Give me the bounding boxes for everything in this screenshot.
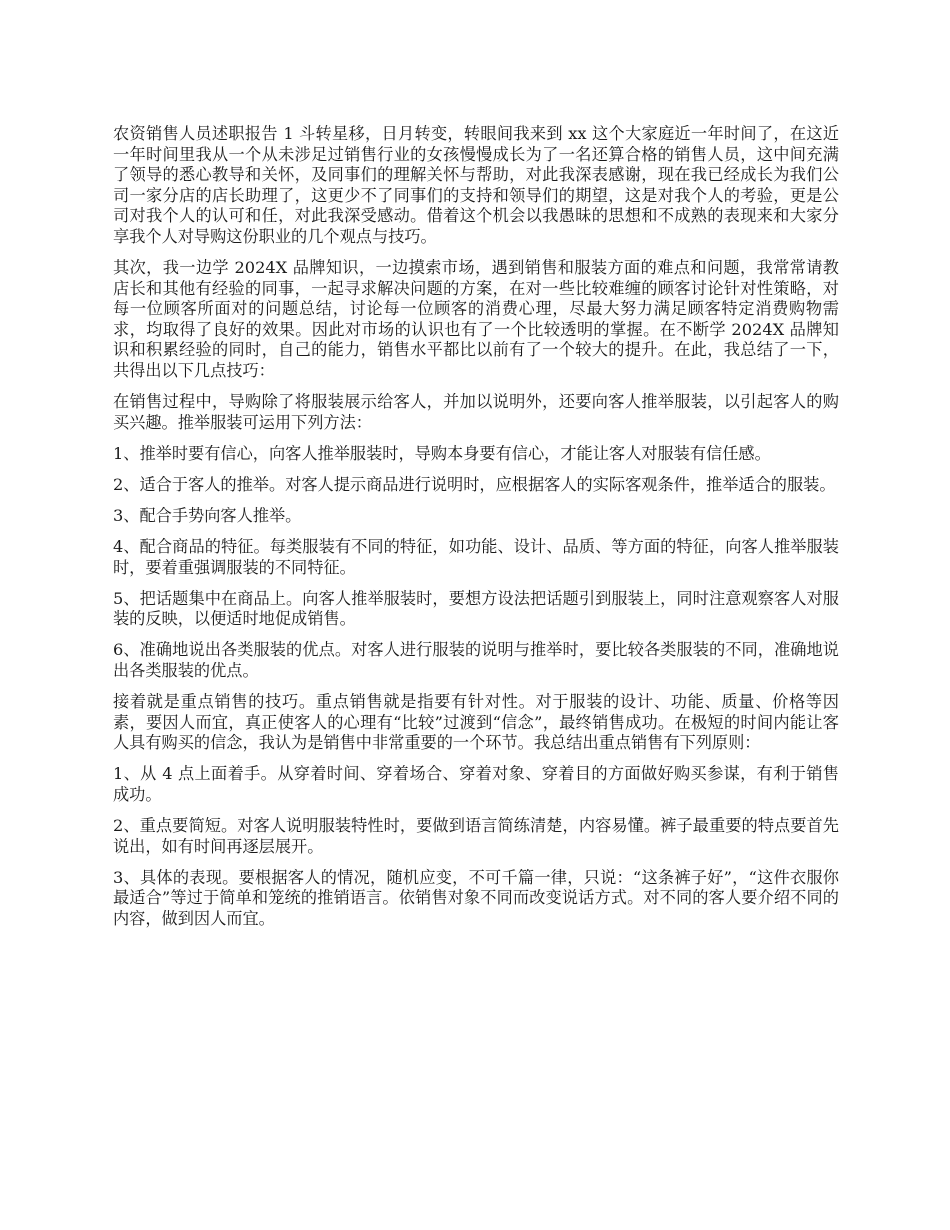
- paragraph-intro: 农资销售人员述职报告 1 斗转星移，日月转变，转眼间我来到 xx 这个大家庭近一年时间了，在这近一年时间里我从一个从未涉足过销售行业的女孩慢慢成长为了一名还算合格的销售人员，这中间充满了领导的悉心教导和关怀，及同事们的理解关怀与帮助，对此我深表感谢，现在我已经成长为我们公司一家分店的店长助理了，这更少不了同事们的支持和领导们的期望，这是对我个人的考验，更是公司对我个人的认可和任，对此我深受感动。借着这个机会以我愚昧的思想和不成熟的表现来和大家分享我个人对导购这份职业的几个观点与技巧。: [113, 124, 839, 246]
- paragraph-recommend-item-5: 5、把话题集中在商品上。向客人推举服装时，要想方设法把话题引到服装上，同时注意观察客人对服装的反映，以便适时地促成销售。: [113, 588, 839, 629]
- paragraph-recommend-item-4: 4、配合商品的特征。每类服装有不同的特征，如功能、设计、品质、等方面的特征，向客人推举服装时，要着重强调服装的不同特征。: [113, 537, 839, 577]
- paragraph-key-sales-intro: 接着就是重点销售的技巧。重点销售就是指要有针对性。对于服装的设计、功能、质量、价格等因素，要因人而宜，真正使客人的心理有“比较”过渡到“信念”，最终销售成功。在极短的时间内能让客人具有购买的信念，我认为是销售中非常重要的一个环节。我总结出重点销售有下列原则：: [113, 692, 839, 753]
- paragraph-recommend-item-6: 6、准确地说出各类服装的优点。对客人进行服装的说明与推举时，要比较各类服装的不同，准确地说出各类服装的优点。: [113, 640, 839, 681]
- document-body: [113, 124, 839, 940]
- paragraph-key-sales-item-2: 2、重点要简短。对客人说明服装特性时，要做到语言简练清楚，内容易懂。裤子最重要的特点要首先说出，如有时间再逐层展开。: [113, 816, 839, 856]
- paragraph-recommend-item-1: 1、推举时要有信心，向客人推举服装时，导购本身要有信心，才能让客人对服装有信任感。: [113, 443, 771, 463]
- paragraph-recommend-intro: 在销售过程中，导购除了将服装展示给客人，并加以说明外，还要向客人推举服装，以引起客人的购买兴趣。推举服装可运用下列方法：: [113, 392, 839, 432]
- paragraph-recommend-item-2: 2、适合于客人的推举。对客人提示商品进行说明时，应根据客人的实际客观条件，推举适合的服装。: [113, 474, 836, 494]
- paragraph-recommend-item-3: 3、配合手势向客人推举。: [113, 506, 302, 525]
- paragraph-key-sales-item-3: 3、具体的表现。要根据客人的情况，随机应变，不可千篇一律，只说：“这条裤子好”，“这件衣服你最适合”等过于简单和笼统的推销语言。依销售对象不同而改变说话方式。对不同的客人要介绍不同的内容，做到因人而宜。: [113, 867, 839, 928]
- paragraph-learning: 其次，我一边学 2024X 品牌知识，一边摸索市场，遇到销售和服装方面的难点和问题，我常常请教店长和其他有经验的同事，一起寻求解决问题的方案，在对一些比较难缠的顾客讨论针对性策略，对每一位顾客所面对的问题总结，讨论每一位顾客的消费心理，尽最大努力满足顾客特定消费购物需求，均取得了良好的效果。因此对市场的认识也有了一个比较透明的掌握。在不断学 2024X 品牌知识和积累经验的同时，自己的能力，销售水平都比以前有了一个较大的提升。在此，我总结了一下，共得出以下几点技巧：: [113, 258, 839, 381]
- paragraph-key-sales-item-1: 1、从 4 点上面着手。从穿着时间、穿着场合、穿着对象、穿着目的方面做好购买参谋，有利于销售成功。: [113, 764, 839, 805]
